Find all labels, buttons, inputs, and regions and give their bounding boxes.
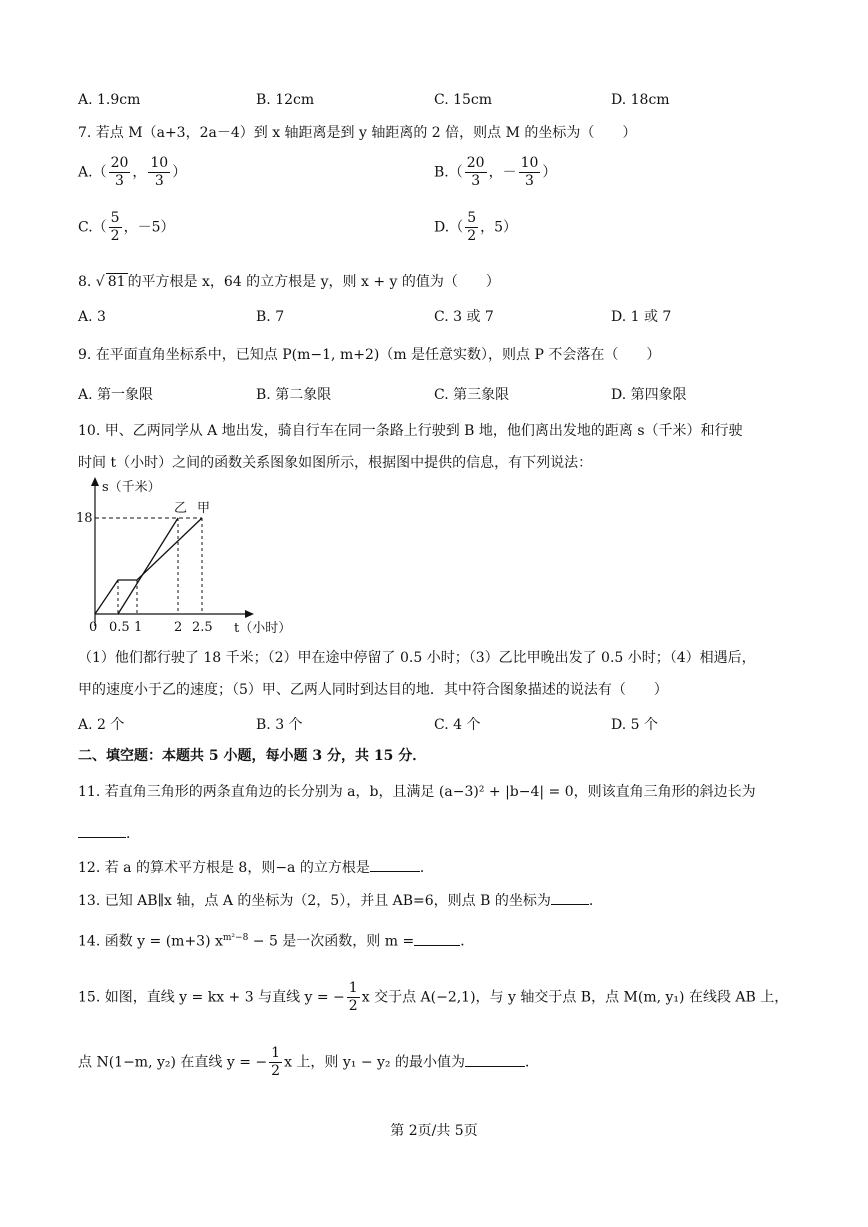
q8-stem: 8. √ 81 的平方根是 x，64 的立方根是 y，则 x + y 的值为（ ） [78, 274, 500, 290]
label-jia: 甲 [197, 501, 211, 516]
q7-stem: 7. 若点 M（a+3，2a－4）到 x 轴距离是到 y 轴距离的 2 倍，则点 M 的坐标为（ ） [78, 125, 637, 141]
q8-option-c: C. 3 或 7 [434, 309, 494, 325]
q7-option-d: D.（ $\frac{5}{2}$ ，5） [434, 210, 518, 244]
q10-option-d: D. 5 个 [611, 717, 658, 733]
q7-option-a: A.（ $\frac{20}{3}$ ， $\frac{10}{3}$ ） [78, 155, 187, 189]
x-axis-arrow [245, 610, 254, 618]
q15-line2: 点 N(1−m, y₂) 在直线 y = − $\frac{1}{2}$ x 上，则 y₁ − y₂ 的最小值为 ． [78, 1045, 539, 1079]
q8-option-a: A. 3 [78, 309, 106, 325]
q10-stem-line1: 10. 甲、乙两同学从 A 地出发，骑自行车在同一条路上行驶到 B 地，他们离出发地的距离 s（千米）和行驶 [78, 423, 743, 439]
q9-option-c: C. 第三象限 [434, 387, 510, 403]
q9-option-d: D. 第四象限 [611, 387, 687, 403]
x-tick-2-5: 2.5 [192, 620, 213, 635]
q12-line: 12. 若 a 的算术平方根是 8，则−a 的立方根是 ． [78, 857, 434, 878]
q7-option-b: B.（ $\frac{20}{3}$ ，－ $\frac{10}{3}$ ） [434, 155, 557, 189]
x-axis-label: t（小时） [234, 621, 292, 636]
q9-option-b: B. 第二象限 [256, 387, 332, 403]
y-axis-arrow [91, 477, 99, 486]
q10-option-c: C. 4 个 [434, 717, 481, 733]
q8-option-d: D. 1 或 7 [611, 309, 672, 325]
line-yi [118, 518, 178, 614]
page-footer: 第 2页/共 5页 [390, 1123, 478, 1139]
q6-option-b: B. 12cm [256, 92, 315, 108]
q10-option-b: B. 3 个 [256, 717, 303, 733]
q10-option-a: A. 2 个 [78, 717, 125, 733]
q11-answer-line: ． [78, 823, 140, 844]
q14-blank[interactable] [414, 931, 460, 946]
q11-stem: 11. 若直角三角形的两条直角边的长分别为 a，b，且满足 (a−3)² + |b−4| = 0，则该直角三角形的斜边长为 [78, 784, 756, 800]
q12-blank[interactable] [370, 857, 420, 872]
q6-option-d: D. 18cm [611, 92, 670, 108]
q11-blank[interactable] [78, 823, 126, 838]
q7-option-c: C.（ $\frac{5}{2}$ ，－5） [78, 210, 175, 244]
q10-statements-line1: （1）他们都行驶了 18 千米；（2）甲在途中停留了 0.5 小时；（3）乙比甲晚出发了 0.5 小时；（4）相遇后， [78, 650, 756, 666]
x-tick-1: 1 [134, 620, 143, 635]
q14-line: 14. 函数 y = (m+3) $x^{m^2-8} - 5$ 是一次函数，则 m = ． [78, 928, 474, 952]
q13-line: 13. 已知 AB∥x 轴，点 A 的坐标为（2，5），并且 AB=6，则点 B 的坐标为 ． [78, 890, 603, 911]
q10-stem-line2: 时间 t（小时）之间的函数关系图象如图所示，根据图中提供的信息，有下列说法： [78, 455, 593, 471]
section-heading: 二、填空题：本题共 5 小题，每小题 3 分，共 15 分． [78, 748, 427, 764]
y-tick-18: 18 [76, 511, 93, 526]
x-tick-2: 2 [174, 620, 183, 635]
q9-stem: 9. 在平面直角坐标系中，已知点 P(m−1, m+2)（m 是任意实数），则点 P 不会落在（ ） [78, 347, 661, 363]
q15-blank[interactable] [465, 1052, 525, 1067]
q10-graph [74, 474, 314, 640]
q6-option-c: C. 15cm [434, 92, 493, 108]
label-yi: 乙 [174, 501, 188, 516]
q6-option-a: A. 1.9cm [78, 92, 141, 108]
q15-line1: 15. 如图，直线 y = kx + 3 与直线 y = − $\frac{1}{2}$ x 交于点 A(−2,1)，与 y 轴交于点 B，点 M(m, y₁) 在线段 AB 上， [78, 980, 789, 1014]
x-tick-0-5: 0.5 [109, 620, 130, 635]
q9-option-a: A. 第一象限 [78, 387, 154, 403]
x-tick-0: 0 [89, 620, 98, 635]
q10-statements-line2: 甲的速度小于乙的速度；（5）甲、乙两人同时到达目的地．其中符合图象描述的说法有（ ） [78, 682, 668, 698]
q13-blank[interactable] [551, 890, 589, 905]
y-axis-label: s（千米） [102, 480, 161, 495]
q8-option-b: B. 7 [256, 309, 285, 325]
